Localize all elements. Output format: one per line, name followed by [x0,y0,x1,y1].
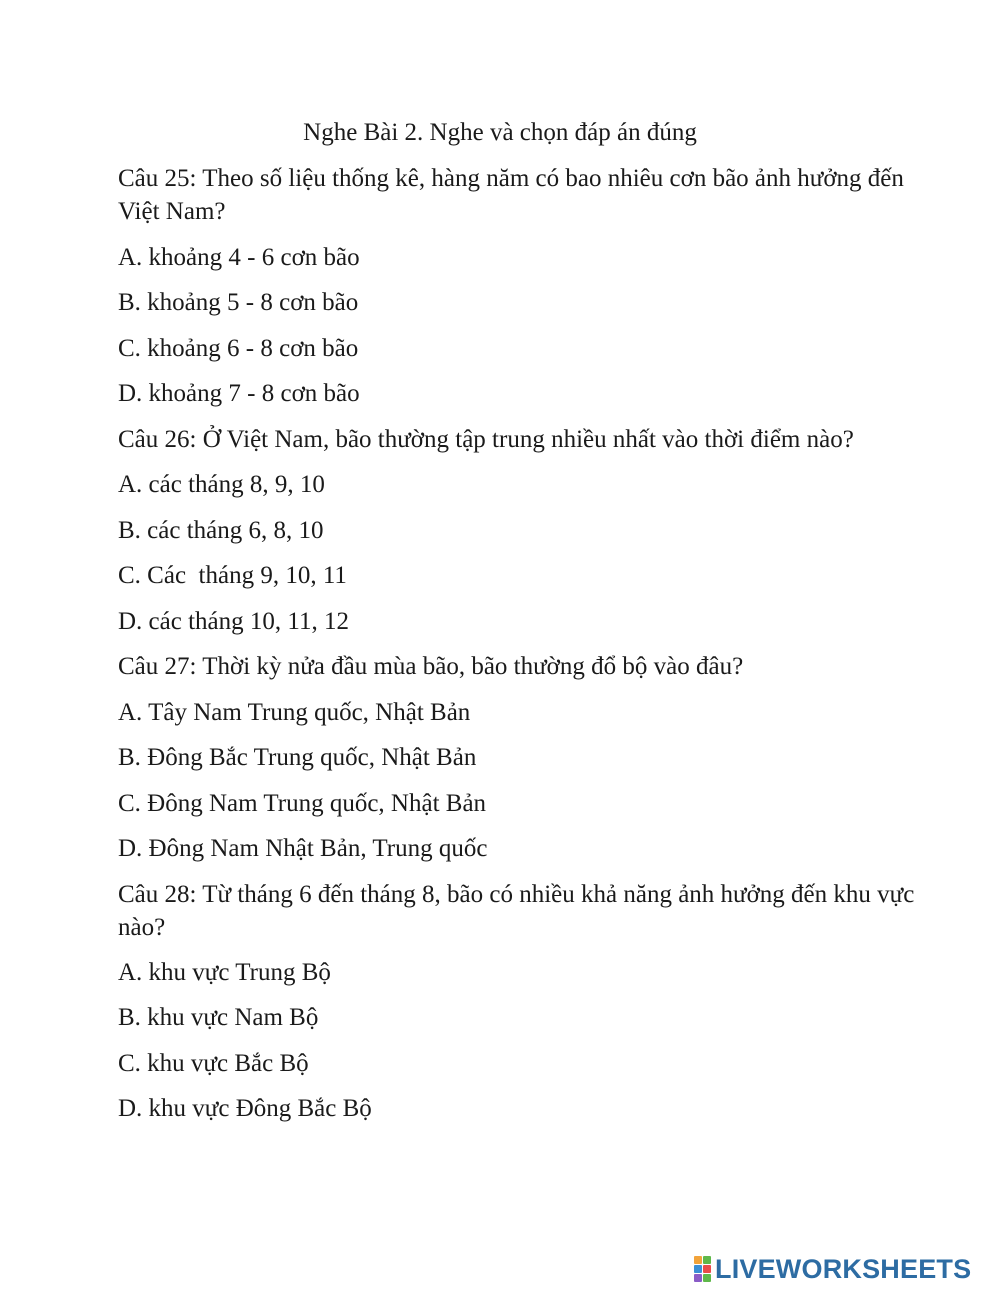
liveworksheets-logo [694,1252,971,1286]
q28-option-d[interactable]: D. khu vực Đông Bắc Bộ [118,1095,372,1122]
q25-option-a[interactable]: A. khoảng 4 - 6 cơn bão [118,244,360,271]
logo-text: LIVEWORKSHEETS [715,1254,972,1284]
q28-option-b[interactable]: B. khu vực Nam Bộ [118,1004,319,1031]
logo-square [694,1274,702,1282]
q26-option-c[interactable]: C. Các tháng 9, 10, 11 [118,562,347,589]
page-title: Nghe Bài 2. Nghe và chọn đáp án đúng [303,119,697,146]
q26-option-a[interactable]: A. các tháng 8, 9, 10 [118,471,325,498]
q27-option-a[interactable]: A. Tây Nam Trung quốc, Nhật Bản [118,699,471,726]
q25-option-b[interactable]: B. khoảng 5 - 8 cơn bão [118,289,359,316]
q28-option-a[interactable]: A. khu vực Trung Bộ [118,959,331,986]
logo-square [703,1256,711,1264]
q25-option-c[interactable]: C. khoảng 6 - 8 cơn bão [118,335,359,362]
q26-option-b[interactable]: B. các tháng 6, 8, 10 [118,517,324,544]
logo-square [694,1265,702,1273]
q26-option-d[interactable]: D. các tháng 10, 11, 12 [118,608,349,635]
logo-square [703,1265,711,1273]
q25-option-d[interactable]: D. khoảng 7 - 8 cơn bão [118,380,360,407]
question-26: Câu 26: Ở Việt Nam, bão thường tập trung nhiều nhất vào thời điểm nào? [118,426,854,453]
logo-square [694,1256,702,1264]
question-27: Câu 27: Thời kỳ nửa đầu mùa bão, bão thường đổ bộ vào đâu? [118,653,744,680]
question-25: Câu 25: Theo số liệu thống kê, hàng năm có bao nhiêu cơn bão ảnh hưởng đến Việt Nam? [118,165,910,225]
q27-option-b[interactable]: B. Đông Bắc Trung quốc, Nhật Bản [118,744,477,771]
q28-option-c[interactable]: C. khu vực Bắc Bộ [118,1050,309,1077]
q27-option-c[interactable]: C. Đông Nam Trung quốc, Nhật Bản [118,790,487,817]
question-28: Câu 28: Từ tháng 6 đến tháng 8, bão có nhiều khả năng ảnh hưởng đến khu vực nào? [118,881,921,941]
logo-square [703,1274,711,1282]
logo-grid-icon [694,1256,712,1282]
q27-option-d[interactable]: D. Đông Nam Nhật Bản, Trung quốc [118,835,488,862]
